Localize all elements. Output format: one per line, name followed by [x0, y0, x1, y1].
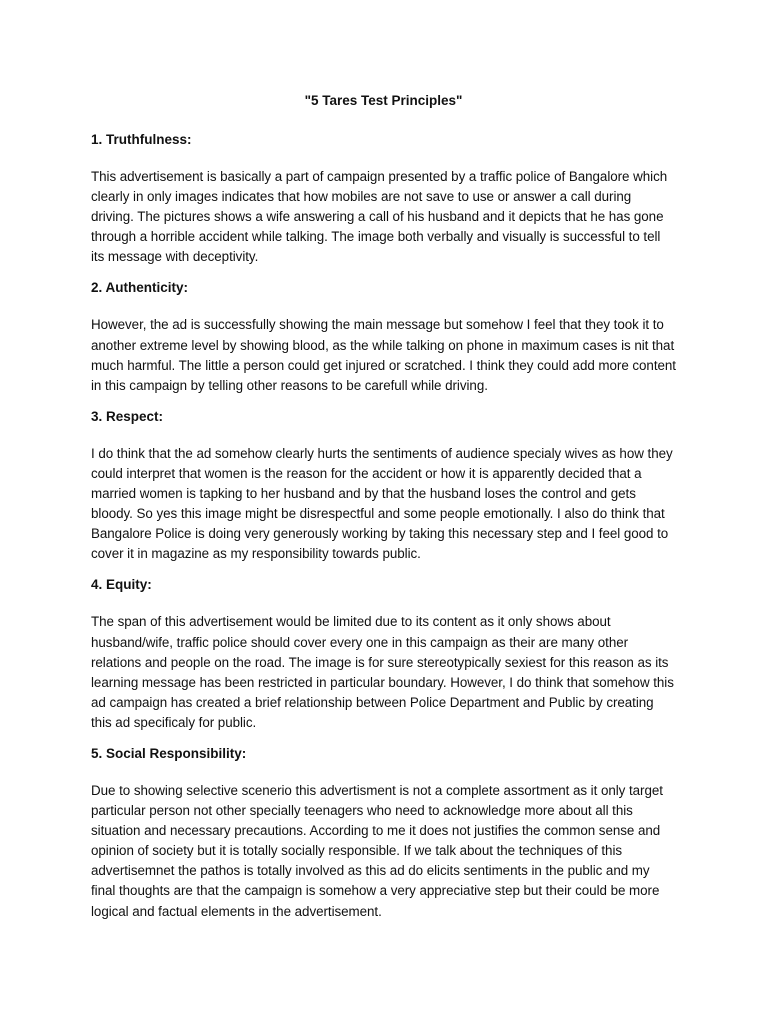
- section-body: This advertisement is basically a part of campaign presented by a traffic police of Bangalore which clearly in only images indicates that how mobiles are not save to use or answer a call during driving. The pictures shows a wife answering a call of his husband and it depicts that he has gone through a horrible accident while talking. The image both verbally and visually is successful to tell its message with deceptivity.: [91, 169, 668, 265]
- section-equity: [91, 575, 676, 733]
- section-body: I do think that the ad somehow clearly hurts the sentiments of audience specialy wives as how they could interpret that women is the reason for the accident or how it is apparently decided that a married women is tapking to her husband and by that the husband loses the control and gets bloody. So yes this image might be disrespectful and some people emotionally. I also do think that Bangalore Police is doing very generously working by taking this necessary step and I feel good to cover it in magazine as my responsibility towards public.: [91, 445, 673, 562]
- section-heading: 4. Equity:: [91, 577, 152, 593]
- section-social-responsibility: [91, 744, 676, 922]
- section-heading: 3. Respect:: [91, 408, 164, 424]
- section-heading: 5. Social Responsibility:: [91, 745, 247, 761]
- section-respect: [91, 407, 676, 565]
- section-body: Due to showing selective scenerio this advertisment is not a complete assortment as it only target particular person not other specially teenagers who need to acknowledge more about all this situation and necessary precautions. According to me it does not justifies the common sense and opinion of society but it is totally socially responsible. If we talk about the techniques of this advertisemnet the pathos is totally involved as this ad do elicits sentiments in the public and my final thoughts are that the campaign is somehow a very appreciative step but their could be more logical and factual elements in the advertisement.: [91, 782, 663, 919]
- section-heading: 1. Truthfulness:: [91, 132, 192, 147]
- section-heading: 2. Authenticity:: [91, 280, 189, 296]
- section-authenticity: [91, 278, 676, 395]
- section-body: However, the ad is successfully showing the main message but somehow I feel that they took it to another extreme level by showing blood, as the while talking on phone in maximum cases is nit that much harmful. The little a person could get injured or scratched. I think they could add more content in this campaign by telling other reasons to be carefull while driving.: [91, 317, 676, 393]
- section-body: The span of this advertisement would be limited due to its content as it only shows about husband/wife, traffic police should cover every one in this campaign as their are many other relations and people on the road. The image is for sure stereotypically sexiest for this reason as its learning message has been restricted in particular boundary. However, I do think that somehow this ad campaign has created a brief relationship between Police Department and Public by creating this ad specificaly for public.: [91, 614, 674, 730]
- section-truthfulness: [91, 130, 676, 267]
- document-title: "5 Tares Test Principles": [304, 93, 463, 108]
